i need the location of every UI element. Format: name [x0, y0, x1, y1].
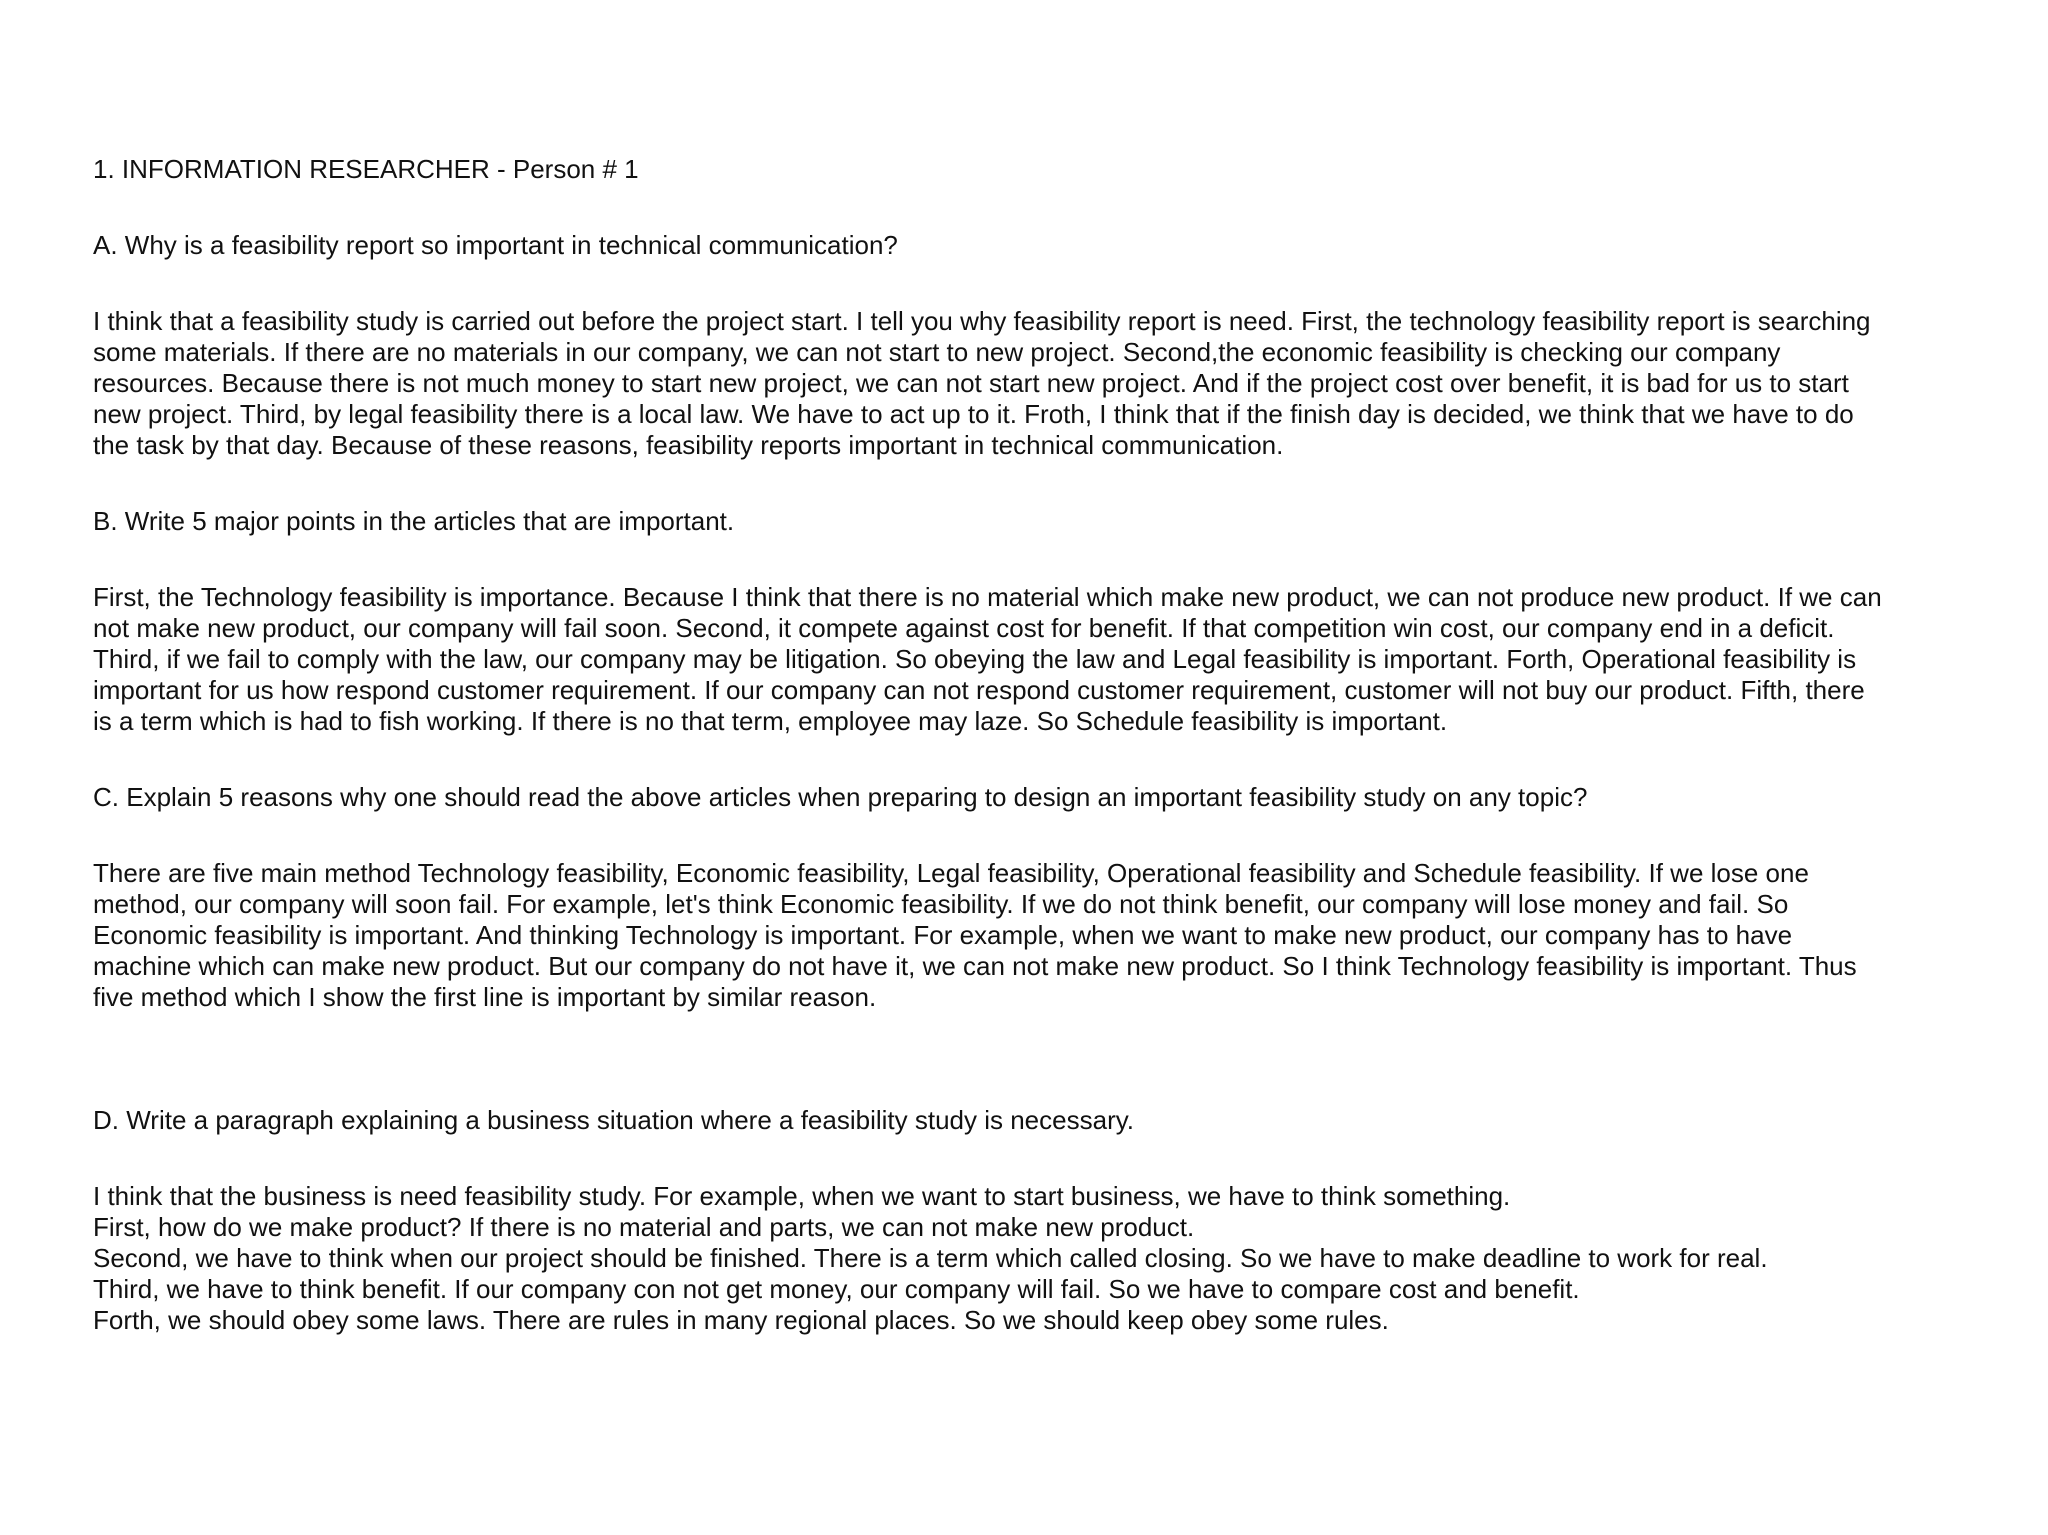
answer-d-line: Third, we have to think benefit. If our company con not get money, our company will fail. So we have to compare cost and benefit. — [93, 1274, 1580, 1304]
answer-c-line: machine which can make new product. But our company do not have it, we can not make new product. So I think Technology feasibility is important. Thus — [93, 951, 1857, 981]
document-page — [93, 154, 1993, 1336]
answer-b-line: is a term which is had to fish working. If there is no that term, employee may laze. So Schedule feasibility is important. — [93, 706, 1448, 736]
question-a-text: A. Why is a feasibility report so important in technical communication? — [93, 230, 898, 260]
answer-a-line: new project. Third, by legal feasibility there is a local law. We have to act up to it. Froth, I think that if the finish day is decided, we think that we have to do — [93, 399, 1854, 429]
question-c-text: C. Explain 5 reasons why one should read the above articles when preparing to design an important feasibility study on any topic? — [93, 782, 1588, 812]
answer-c-line: There are five main method Technology feasibility, Economic feasibility, Legal feasibility, Operational feasibility and Schedule feasibility. If we lose one — [93, 858, 1809, 888]
answer-b-line: First, the Technology feasibility is importance. Because I think that there is no material which make new product, we can not produce new product. If we can — [93, 582, 1882, 612]
answer-b-line: not make new product, our company will fail soon. Second, it compete against cost for benefit. If that competition win cost, our company end in a deficit. — [93, 613, 1835, 643]
answer-c-line: method, our company will soon fail. For example, let's think Economic feasibility. If we do not think benefit, our company will lose money and fail. So — [93, 889, 1789, 919]
question-a — [93, 230, 1993, 261]
answer-a-line: resources. Because there is not much money to start new project, we can not start new project. And if the project cost over benefit, it is bad for us to start — [93, 368, 1849, 398]
answer-a-line: some materials. If there are no materials in our company, we can not start to new project. Second,the economic feasibility is checking our company — [93, 337, 1781, 367]
answer-d-line: Forth, we should obey some laws. There are rules in many regional places. So we should keep obey some rules. — [93, 1305, 1389, 1335]
answer-b — [93, 582, 1993, 737]
question-d-text: D. Write a paragraph explaining a business situation where a feasibility study is necessary. — [93, 1105, 1135, 1135]
question-c — [93, 782, 1993, 813]
document-title: 1. INFORMATION RESEARCHER - Person # 1 — [93, 154, 639, 184]
answer-c — [93, 858, 1993, 1013]
answer-a — [93, 306, 1993, 461]
answer-b-line: Third, if we fail to comply with the law, our company may be litigation. So obeying the law and Legal feasibility is important. Forth, Operational feasibility is — [93, 644, 1857, 674]
question-b — [93, 506, 1993, 537]
answer-d-line: Second, we have to think when our project should be finished. There is a term which called closing. So we have to make deadline to work for real. — [93, 1243, 1768, 1273]
answer-a-line: the task by that day. Because of these reasons, feasibility reports important in technical communication. — [93, 430, 1284, 460]
answer-d — [93, 1181, 1993, 1336]
answer-c-line: five method which I show the first line is important by similar reason. — [93, 982, 877, 1012]
document-title-block — [93, 154, 1993, 185]
answer-c-line: Economic feasibility is important. And thinking Technology is important. For example, when we want to make new product, our company has to have — [93, 920, 1793, 950]
question-b-text: B. Write 5 major points in the articles that are important. — [93, 506, 735, 536]
answer-d-line: First, how do we make product? If there is no material and parts, we can not make new product. — [93, 1212, 1195, 1242]
answer-b-line: important for us how respond customer requirement. If our company can not respond customer requirement, customer will not buy our product. Fifth, there — [93, 675, 1865, 705]
question-d — [93, 1105, 1993, 1136]
answer-a-line: I think that a feasibility study is carried out before the project start. I tell you why feasibility report is need. First, the technology feasibility report is searching — [93, 306, 1871, 336]
answer-d-line: I think that the business is need feasibility study. For example, when we want to start business, we have to think something. — [93, 1181, 1511, 1211]
